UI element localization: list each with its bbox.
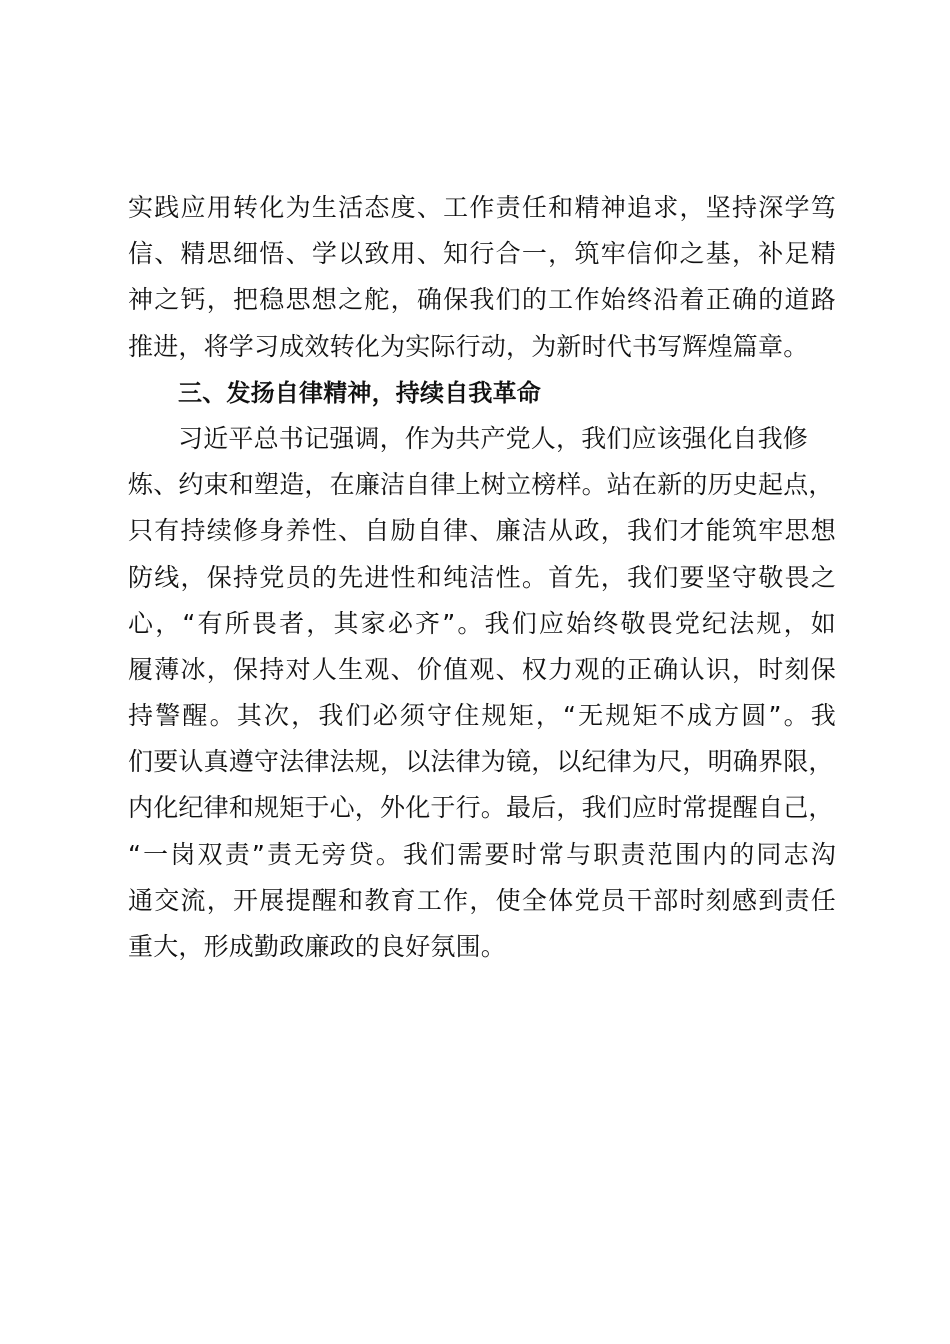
paragraph-line: 只有持续修身养性、自励自律、廉洁从政，我们才能筑牢思想 xyxy=(128,516,836,546)
paragraph-line: 炼、约束和塑造，在廉洁自律上树立榜样。站在新的历史起点， xyxy=(128,470,834,500)
paragraph-line: 履薄冰，保持对人生观、价值观、权力观的正确认识，时刻保 xyxy=(128,654,836,684)
paragraph-line: 推进，将学习成效转化为实际行动，为新时代书写辉煌篇章。 xyxy=(128,331,809,361)
paragraph-line: 信、精思细悟、学以致用、知行合一，筑牢信仰之基，补足精 xyxy=(128,239,836,269)
paragraph-line: 通交流，开展提醒和教育工作，使全体党员干部时刻感到责任 xyxy=(128,885,836,915)
paragraph-line: “一岗双责”责无旁贷。我们需要时常与职责范围内的同志沟 xyxy=(128,839,836,869)
paragraph-line: 们要认真遵守法律法规，以法律为镜，以纪律为尺，明确界限， xyxy=(128,747,834,777)
paragraph-line: 神之钙，把稳思想之舵，确保我们的工作始终沿着正确的道路 xyxy=(128,285,836,315)
paragraph-line: 防线，保持党员的先进性和纯洁性。首先，我们要坚守敬畏之 xyxy=(128,562,836,592)
paragraph-line: 持警醒。其次，我们必须守住规矩，“无规矩不成方圆”。我 xyxy=(128,701,836,731)
paragraph-line: 重大，形成勤政廉政的良好氛围。 xyxy=(128,932,507,961)
paragraph-section-three xyxy=(128,416,836,970)
paragraph-line: 习近平总书记强调，作为共产党人，我们应该强化自我修 xyxy=(178,423,809,453)
section-heading: 三、发扬自律精神，持续自我革命 xyxy=(178,378,541,407)
paragraph-line: 心，“有所畏者，其家必齐”。我们应始终敬畏党纪法规，如 xyxy=(128,608,836,638)
paragraph-line: 实践应用转化为生活态度、工作责任和精神追求，坚持深学笃 xyxy=(128,193,836,222)
document-body xyxy=(128,185,836,970)
paragraph-continuation xyxy=(128,185,836,370)
paragraph-line: 内化纪律和规矩于心，外化于行。最后，我们应时常提醒自己， xyxy=(128,793,834,823)
